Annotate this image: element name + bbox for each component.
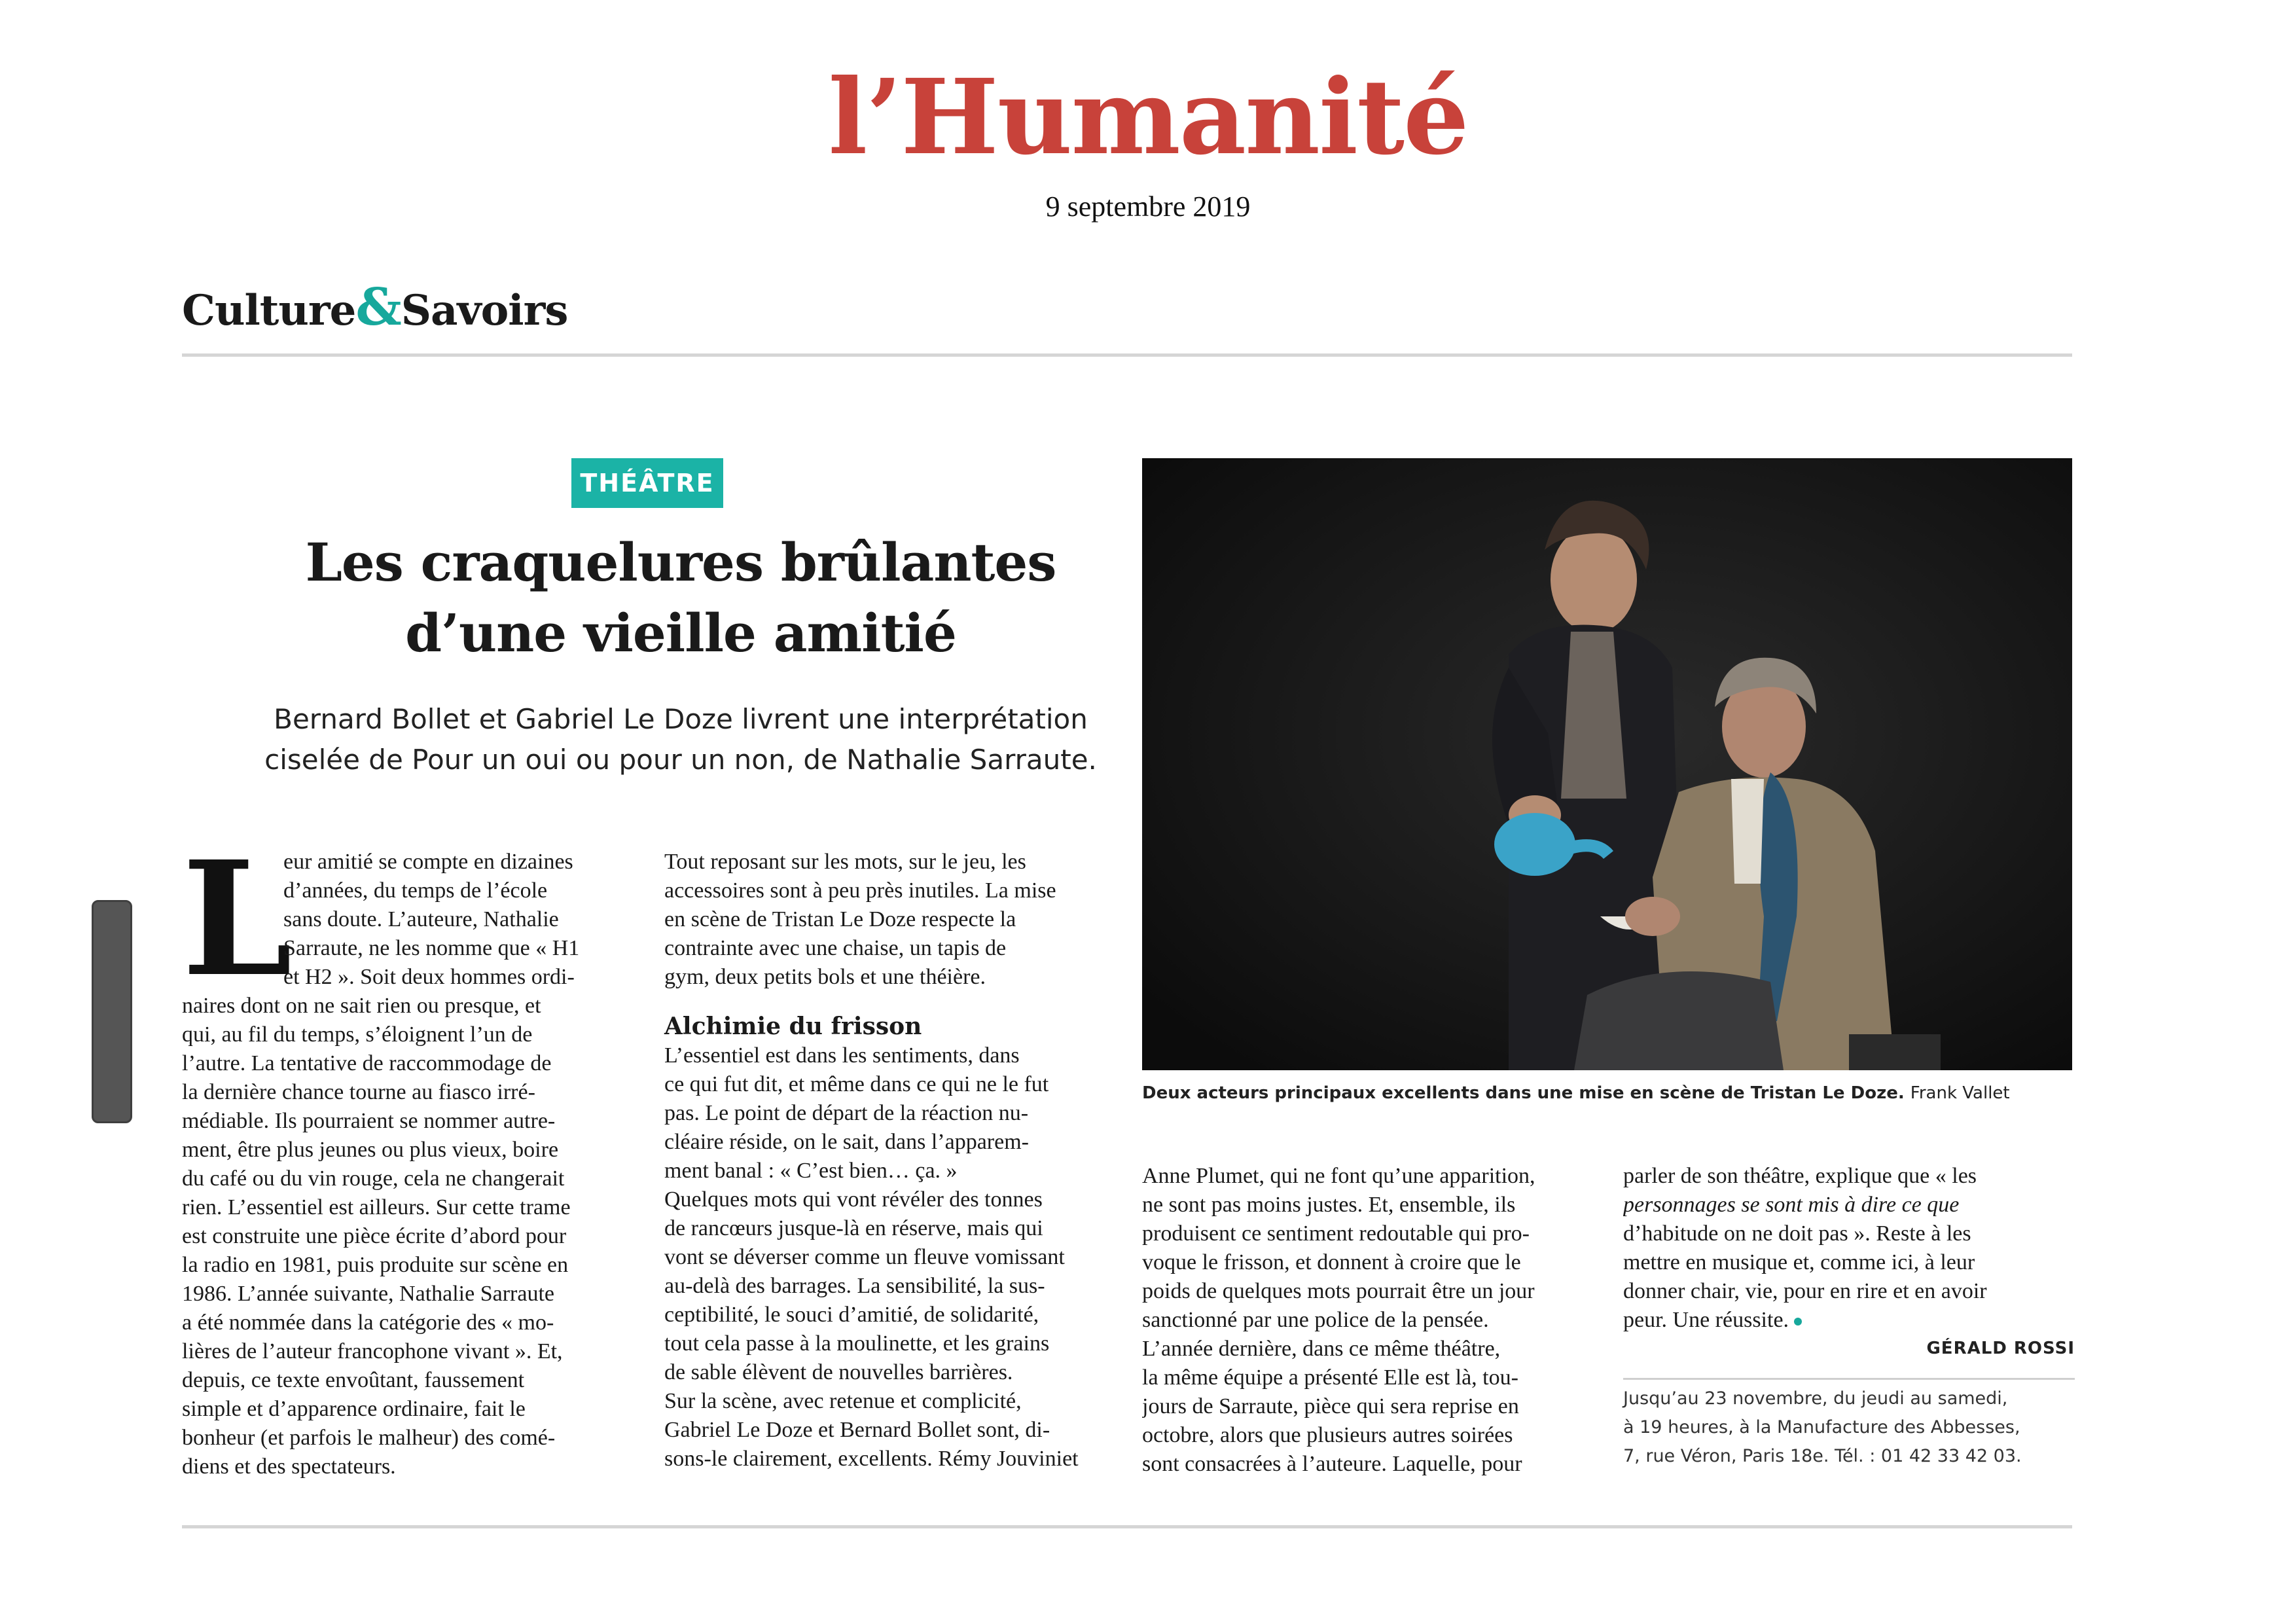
text-line: sont consacrées à l’auteure. Laquelle, pour bbox=[1142, 1452, 1522, 1476]
text-line: au-delà des barrages. La sensibilité, la sus- bbox=[664, 1274, 1045, 1298]
bottom-divider bbox=[182, 1525, 2072, 1528]
text-line: produisent ce sentiment redoutable qui pro- bbox=[1142, 1221, 1530, 1246]
end-mark-icon bbox=[1794, 1318, 1802, 1326]
text-line: Sur la scène, avec retenue et complicité, bbox=[664, 1389, 1022, 1413]
headline-line: Les craquelures brûlantes bbox=[305, 532, 1056, 593]
text-line: ment banal : « C’est bien… ça. » bbox=[664, 1159, 958, 1183]
text-line: Anne Plumet, qui ne font qu’une apparition, bbox=[1142, 1164, 1535, 1188]
text-line: médiable. Ils pourraient se nommer autre- bbox=[182, 1109, 556, 1133]
text-line: ceptibilité, le souci d’amitié, de solidarité, bbox=[664, 1303, 1039, 1327]
text-line: voque le frisson, et donnent à croire que le bbox=[1142, 1250, 1521, 1274]
text-line: sans doute. L’auteure, Nathalie bbox=[283, 907, 559, 931]
text-line: mettre en musique et, comme ici, à leur bbox=[1623, 1250, 1975, 1274]
text-line: contrainte avec une chaise, un tapis de bbox=[664, 936, 1007, 960]
text-line: personnages se sont mis à dire ce que bbox=[1623, 1193, 1960, 1217]
article-kicker: THÉÂTRE bbox=[571, 458, 723, 508]
article-headline bbox=[196, 527, 1165, 668]
publication-date: 9 septembre 2019 bbox=[1045, 190, 1251, 223]
info-divider bbox=[1623, 1378, 2075, 1380]
text-line: sanctionné par une police de la pensée. bbox=[1142, 1308, 1489, 1332]
text-line: eur amitié se compte en dizaines bbox=[283, 850, 573, 874]
text-line: et H2 ». Soit deux hommes ordi- bbox=[283, 965, 575, 989]
practical-info bbox=[1623, 1384, 2075, 1471]
text-line: vont se déverser comme un fleuve vomissant bbox=[664, 1245, 1065, 1269]
info-line: 7, rue Véron, Paris 18e. Tél. : 01 42 33 42 03. bbox=[1623, 1446, 2022, 1466]
text-line: est construite une pièce écrite d’abord pour bbox=[182, 1224, 567, 1248]
text-line: ce qui fut dit, et même dans ce qui ne le fut bbox=[664, 1072, 1049, 1096]
text-line: la dernière chance tourne au fiasco irré- bbox=[182, 1080, 535, 1104]
text-line: a été nommée dans la catégorie des « mo- bbox=[182, 1310, 554, 1335]
actors-on-stage-illustration bbox=[1142, 458, 2072, 1070]
text-line: du café ou du vin rouge, cela ne changerait bbox=[182, 1166, 565, 1191]
article-subtitle: Alchimie du frisson bbox=[664, 1013, 922, 1040]
text-line: de sable élèvent de nouvelles barrières. bbox=[664, 1360, 1013, 1384]
caption-text: Deux acteurs principaux excellents dans une mise en scène de Tristan Le Doze. bbox=[1142, 1083, 1905, 1103]
text-line bbox=[1623, 1306, 2075, 1335]
text-line: accessoires sont à peu près inutiles. La mise bbox=[664, 878, 1056, 903]
text-line: Quelques mots qui vont révéler des tonnes bbox=[664, 1187, 1043, 1212]
text-line: Sarraute, ne les nomme que « H1 bbox=[283, 936, 580, 960]
text-line: naires dont on ne sait rien ou presque, et bbox=[182, 994, 541, 1018]
text-line: depuis, ce texte envoûtant, faussement bbox=[182, 1368, 525, 1392]
newspaper-masthead: l’Humanité bbox=[828, 57, 1468, 178]
text-line: Tout reposant sur les mots, sur le jeu, les bbox=[664, 850, 1026, 874]
article-column-2 bbox=[664, 848, 1122, 1473]
info-line: à 19 heures, à la Manufacture des Abbesses, bbox=[1623, 1417, 2020, 1437]
text-line: qui, au fil du temps, s’éloignent l’un de bbox=[182, 1022, 533, 1047]
text-line: la même équipe a présenté Elle est là, tou- bbox=[1142, 1365, 1518, 1390]
article-column-1 bbox=[182, 827, 634, 1481]
section-title-part2: Savoirs bbox=[401, 286, 568, 335]
drop-cap: L bbox=[182, 827, 293, 1011]
author-signature: GÉRALD ROSSI bbox=[1926, 1339, 2075, 1358]
text-line: poids de quelques mots pourrait être un jour bbox=[1142, 1279, 1535, 1303]
text-line: lières de l’auteur francophone vivant ». Et, bbox=[182, 1339, 563, 1363]
text-line: octobre, alors que plusieurs autres soirées bbox=[1142, 1423, 1513, 1447]
text-line: de rancœurs jusque-là en réserve, mais qui bbox=[664, 1216, 1043, 1240]
info-line: Jusqu’au 23 novembre, du jeudi au samedi, bbox=[1623, 1388, 2008, 1409]
text-line: donner chair, vie, pour en rire et en avoir bbox=[1623, 1279, 1987, 1303]
article-photo bbox=[1142, 458, 2072, 1070]
text-line: diens et des spectateurs. bbox=[182, 1454, 396, 1479]
text-line: simple et d’apparence ordinaire, fait le bbox=[182, 1397, 526, 1421]
text-line: ne sont pas moins justes. Et, ensemble, ils bbox=[1142, 1193, 1516, 1217]
text-line: Gabriel Le Doze et Bernard Bollet sont, di- bbox=[664, 1418, 1050, 1442]
article-column-3 bbox=[1142, 1162, 1600, 1479]
subhead-line: Bernard Bollet et Gabriel Le Doze livrent une interprétation bbox=[274, 703, 1088, 735]
text-line: d’habitude on ne doit pas ». Reste à les bbox=[1623, 1221, 1971, 1246]
text-line: parler de son théâtre, explique que « les bbox=[1623, 1164, 1977, 1188]
text-line: jours de Sarraute, pièce qui sera reprise en bbox=[1142, 1394, 1519, 1418]
text-line: L’essentiel est dans les sentiments, dans bbox=[664, 1043, 1020, 1068]
text-line: cléaire réside, on le sait, dans l’apparem- bbox=[664, 1130, 1029, 1154]
text-line: gym, deux petits bols et une théière. bbox=[664, 965, 986, 989]
section-divider bbox=[182, 353, 2072, 357]
article-column-4 bbox=[1623, 1162, 2075, 1335]
text-line: sons-le clairement, excellents. Rémy Jouviniet bbox=[664, 1447, 1079, 1471]
text-line: en scène de Tristan Le Doze respecte la bbox=[664, 907, 1016, 931]
photo-credit: Frank Vallet bbox=[1910, 1083, 2010, 1103]
article-subhead bbox=[177, 699, 1185, 780]
text-line: ment, être plus jeunes ou plus vieux, boire bbox=[182, 1138, 559, 1162]
section-title-ampersand: & bbox=[355, 278, 401, 337]
side-scroll-tab[interactable] bbox=[92, 900, 132, 1123]
subhead-line: ciselée de Pour un oui ou pour un non, de Nathalie Sarraute. bbox=[264, 744, 1097, 776]
text-line: pas. Le point de départ de la réaction nu- bbox=[664, 1101, 1029, 1125]
text-line: d’années, du temps de l’école bbox=[283, 878, 548, 903]
text-line: l’autre. La tentative de raccommodage de bbox=[182, 1051, 552, 1075]
section-title-part1: Culture bbox=[182, 286, 356, 335]
text-line: rien. L’essentiel est ailleurs. Sur cette trame bbox=[182, 1195, 571, 1219]
text-line: 1986. L’année suivante, Nathalie Sarraute bbox=[182, 1282, 554, 1306]
photo-caption bbox=[1142, 1080, 2078, 1106]
closing-line: peur. Une réussite. bbox=[1623, 1308, 1789, 1332]
headline-line: d’une vieille amitié bbox=[405, 602, 956, 664]
text-line: bonheur (et parfois le malheur) des comé- bbox=[182, 1426, 556, 1450]
text-line: tout cela passe à la moulinette, et les grains bbox=[664, 1331, 1050, 1356]
text-line: la radio en 1981, puis produite sur scène en bbox=[182, 1253, 569, 1277]
text-line: L’année dernière, dans ce même théâtre, bbox=[1142, 1337, 1501, 1361]
section-title bbox=[182, 278, 568, 337]
